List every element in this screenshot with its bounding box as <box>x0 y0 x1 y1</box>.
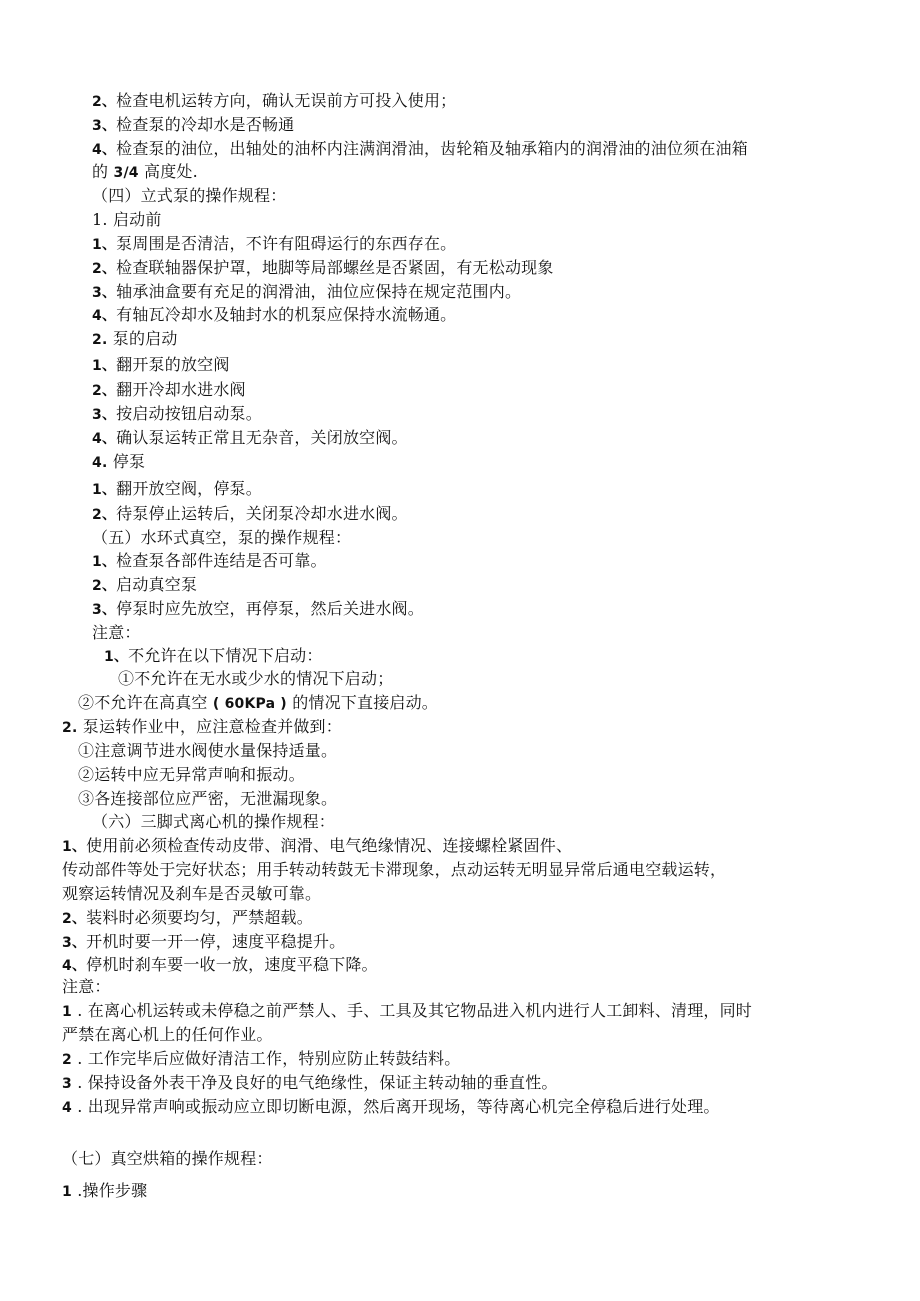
note-heading: 注意： <box>62 977 111 996</box>
text-line: 4、检查泵的油位，出轴处的油杯内注满润滑油，齿轮箱及轴承箱内的润滑油的油位须在油箱 <box>92 139 748 158</box>
text-line: 1、翻开放空阀，停泵。 <box>92 479 262 498</box>
text-line: 2、启动真空泵 <box>92 575 198 594</box>
text-line: 的 3/4 高度处. <box>92 162 198 181</box>
text-line: 3 . 保持设备外表干净及良好的电气绝缘性，保证主转动轴的垂直性。 <box>62 1073 558 1092</box>
text-line: 3、开机时要一开一停，速度平稳提升。 <box>62 932 346 951</box>
text-line: 2、装料时必须要均匀，严禁超载。 <box>62 908 313 927</box>
text-line: 1、翻开泵的放空阀 <box>92 355 230 374</box>
text-line: ③各连接部位应严密，无泄漏现象。 <box>78 789 338 808</box>
subsection-heading: 1. 启动前 <box>92 210 162 229</box>
text-line: 严禁在离心机上的任何作业。 <box>62 1025 273 1044</box>
section-heading: （六）三脚式离心机的操作规程： <box>92 812 336 831</box>
text-line: 4、有轴瓦冷却水及轴封水的机泵应保持水流畅通。 <box>92 305 457 324</box>
text-line: 3、停泵时应先放空，再停泵，然后关进水阀。 <box>92 599 424 618</box>
text-line: 3、按启动按钮启动泵。 <box>92 404 262 423</box>
note-heading: 注意： <box>92 623 141 642</box>
text-line: 4、停机时刹车要一收一放，速度平稳下降。 <box>62 955 378 974</box>
text-line: 4、确认泵运转正常且无杂音，关闭放空阀。 <box>92 428 408 447</box>
text-line: ②不允许在高真空 ( 60KPa ) 的情况下直接启动。 <box>78 693 438 712</box>
text-line: 2、待泵停止运转后，关闭泵冷却水进水阀。 <box>92 504 408 523</box>
text-line: ②运转中应无异常声响和振动。 <box>78 765 305 784</box>
text-line: 2、翻开冷却水进水阀 <box>92 380 246 399</box>
section-heading: （四）立式泵的操作规程： <box>92 186 287 205</box>
text-line: 传动部件等处于完好状态；用手转动转鼓无卡滞现象，点动运转无明显异常后通电空载运转， <box>62 860 727 879</box>
subsection-heading: 1 .操作步骤 <box>62 1181 148 1200</box>
text-line: 3、轴承油盒要有充足的润滑油，油位应保持在规定范围内。 <box>92 282 522 301</box>
text-line: ①注意调节进水阀使水量保持适量。 <box>78 741 338 760</box>
section-heading: （七）真空烘箱的操作规程： <box>62 1149 273 1168</box>
subsection-heading: 2. 泵运转作业中，应注意检查并做到： <box>62 717 342 736</box>
subsection-heading: 2. 泵的启动 <box>92 329 178 348</box>
text-line: 2、检查联轴器保护罩，地脚等局部螺丝是否紧固，有无松动现象 <box>92 258 554 277</box>
text-line: 1 . 在离心机运转或未停稳之前严禁人、手、工具及其它物品进入机内进行人工卸料、清理，同时 <box>62 1001 753 1020</box>
text-line: 1、检查泵各部件连结是否可靠。 <box>92 551 327 570</box>
section-heading: （五）水环式真空，泵的操作规程： <box>92 528 352 547</box>
text-line: 1、使用前必须检查传动皮带、润滑、电气绝缘情况、连接螺栓紧固件、 <box>62 836 573 855</box>
text-line: 3、检查泵的冷却水是否畅通 <box>92 115 295 134</box>
subsection-heading: 4. 停泵 <box>92 452 146 471</box>
text-line: 1、泵周围是否清洁，不许有阻碍运行的东西存在。 <box>92 234 457 253</box>
text-line: ①不允许在无水或少水的情况下启动； <box>118 669 394 688</box>
text-line: 4 . 出现异常声响或振动应立即切断电源，然后离开现场，等待离心机完全停稳后进行处理。 <box>62 1097 720 1116</box>
text-line: 2 . 工作完毕后应做好清洁工作，特别应防止转鼓结料。 <box>62 1049 461 1068</box>
text-line: 1、不允许在以下情况下启动： <box>104 646 323 665</box>
text-line: 观察运转情况及刹车是否灵敏可靠。 <box>62 884 322 903</box>
text-line: 2、检查电机运转方向，确认无误前方可投入使用； <box>92 91 457 110</box>
